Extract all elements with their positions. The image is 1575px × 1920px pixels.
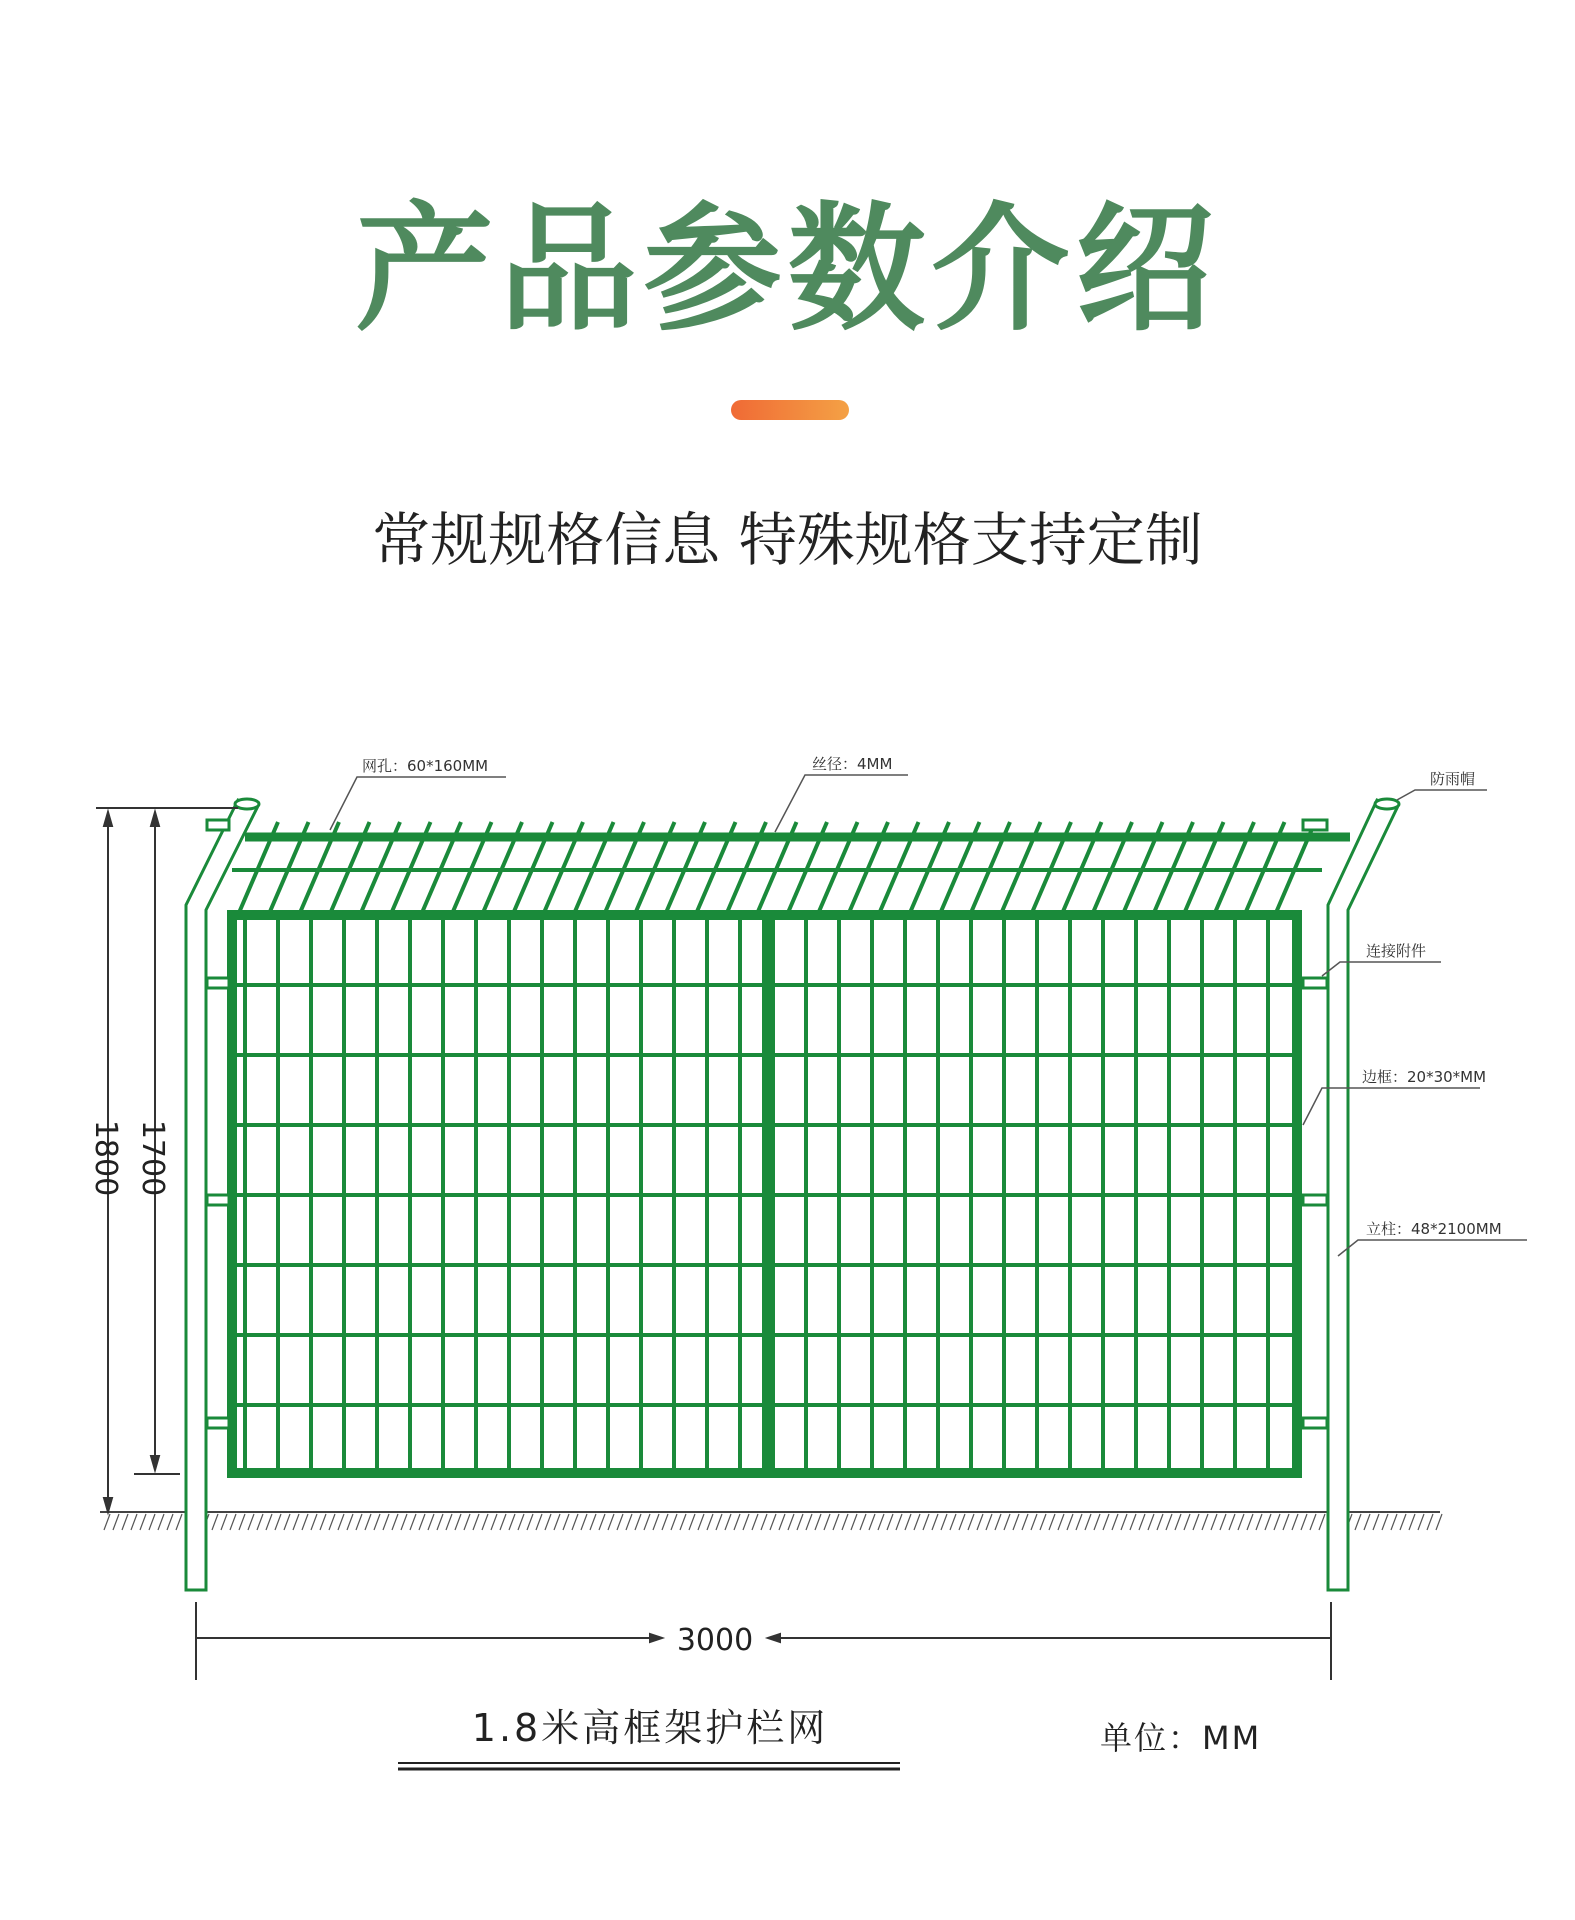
caption-underline — [398, 1763, 900, 1769]
annotation-wire: 丝径：4MM — [812, 755, 893, 773]
annotation-rain-cap: 防雨帽 — [1430, 770, 1476, 788]
annotation-post: 立柱：48*2100MM — [1366, 1220, 1502, 1238]
caption-title: 1.8米高框架护栏网 — [471, 1706, 829, 1750]
dimension-panel-height: 1700 — [135, 1119, 170, 1197]
caption-unit: 单位：MM — [1100, 1719, 1262, 1757]
dimension-total-height: 1800 — [88, 1119, 123, 1197]
dimension-width: 3000 — [676, 1623, 754, 1658]
annotation-connector: 连接附件 — [1366, 942, 1427, 960]
dimension-lines — [96, 808, 1331, 1680]
annotation-mesh: 网孔：60*160MM — [362, 757, 489, 775]
frame-panel — [232, 915, 1297, 1473]
ground-line — [100, 1512, 1442, 1530]
page-title: 产品参数介绍 — [355, 189, 1220, 350]
annotation-frame: 边框：20*30*MM — [1362, 1068, 1487, 1086]
fence-post-right — [1328, 799, 1399, 1590]
page-subtitle: 常规规格信息 特殊规格支持定制 — [372, 506, 1203, 574]
